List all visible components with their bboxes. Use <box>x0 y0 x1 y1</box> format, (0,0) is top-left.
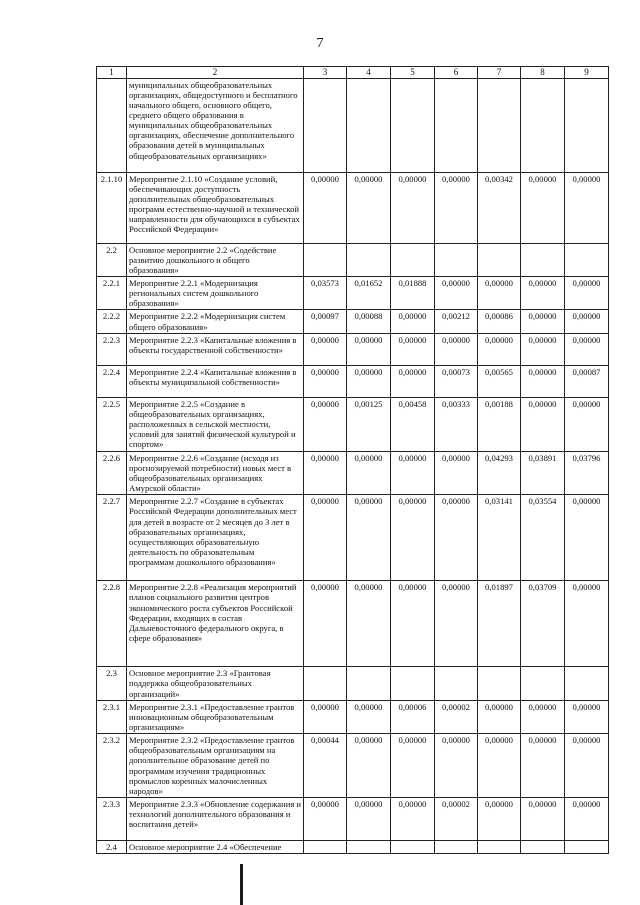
row-code: 2.2.7 <box>97 495 127 581</box>
row-code: 2.2.8 <box>97 581 127 667</box>
binding-mark <box>240 864 243 905</box>
column-header: 3 <box>304 67 347 79</box>
value-cell: 0,00000 <box>304 581 347 667</box>
column-header: 4 <box>347 67 391 79</box>
value-cell <box>478 243 521 276</box>
value-cell <box>565 78 609 172</box>
row-name: Мероприятие 2.1.10 «Создание условий, обеспечивающих доступность дополнительных общеобразовательных программ естественно-научной и технической направленности для обучающихся в субъектах Российской Федерации» <box>127 172 304 243</box>
table-row <box>97 365 609 397</box>
value-cell: 0,00458 <box>391 397 435 451</box>
value-cell: 0,00000 <box>347 798 391 841</box>
value-cell: 0,00000 <box>347 495 391 581</box>
row-code: 2.2.6 <box>97 451 127 495</box>
value-cell: 0,00000 <box>521 333 565 365</box>
value-cell: 0,00000 <box>565 277 609 310</box>
table-row <box>97 78 609 172</box>
value-cell <box>304 243 347 276</box>
value-cell: 0,00000 <box>565 333 609 365</box>
row-name: Мероприятие 2.2.4 «Капитальные вложения в объекты муниципальной собственности» <box>127 365 304 397</box>
table-row <box>97 700 609 733</box>
column-header: 6 <box>435 67 478 79</box>
value-cell: 0,00000 <box>391 365 435 397</box>
value-cell: 0,00087 <box>565 365 609 397</box>
value-cell: 0,01897 <box>478 581 521 667</box>
value-cell <box>347 243 391 276</box>
value-cell: 0,00000 <box>435 333 478 365</box>
value-cell: 0,00000 <box>391 581 435 667</box>
value-cell: 0,00000 <box>304 365 347 397</box>
value-cell: 0,00000 <box>391 172 435 243</box>
row-code: 2.3.2 <box>97 734 127 798</box>
value-cell: 0,03709 <box>521 581 565 667</box>
value-cell: 0,00000 <box>347 172 391 243</box>
value-cell: 0,04293 <box>478 451 521 495</box>
value-cell: 0,00097 <box>304 310 347 333</box>
value-cell: 0,00044 <box>304 734 347 798</box>
value-cell <box>304 841 347 854</box>
row-code <box>97 78 127 172</box>
value-cell: 0,00000 <box>347 734 391 798</box>
value-cell <box>521 841 565 854</box>
value-cell: 0,00000 <box>521 365 565 397</box>
row-name: Основное мероприятие 2.3 «Грантовая поддержка общеобразовательных организаций» <box>127 667 304 700</box>
value-cell: 0,00000 <box>391 734 435 798</box>
row-code: 2.4 <box>97 841 127 854</box>
value-cell <box>478 78 521 172</box>
value-cell <box>304 667 347 700</box>
value-cell: 0,01652 <box>347 277 391 310</box>
row-name: Мероприятие 2.3.1 «Предоставление грантов инновационным общеобразовательным организациям» <box>127 700 304 733</box>
value-cell: 0,00000 <box>391 333 435 365</box>
row-name: Основное мероприятие 2.2 «Содействие развитию дошкольного и общего образования» <box>127 243 304 276</box>
value-cell: 0,00000 <box>304 397 347 451</box>
value-cell: 0,00000 <box>347 451 391 495</box>
table-row <box>97 667 609 700</box>
row-name: Мероприятие 2.2.6 «Создание (исходя из прогнозируемой потребности) новых мест в общеобразовательных организациях Амурской области» <box>127 451 304 495</box>
value-cell: 0,00000 <box>521 172 565 243</box>
value-cell: 0,00342 <box>478 172 521 243</box>
table-row <box>97 333 609 365</box>
value-cell: 0,00002 <box>435 700 478 733</box>
row-code: 2.2.4 <box>97 365 127 397</box>
value-cell <box>565 841 609 854</box>
row-code: 2.2 <box>97 243 127 276</box>
row-name: Мероприятие 2.3.3 «Обновление содержания и технологий дополнительного образования и воспитания детей» <box>127 798 304 841</box>
value-cell <box>435 667 478 700</box>
value-cell <box>521 78 565 172</box>
value-cell: 0,00000 <box>565 581 609 667</box>
value-cell <box>478 667 521 700</box>
row-name: Мероприятие 2.2.3 «Капитальные вложения в объекты государственной собственности» <box>127 333 304 365</box>
value-cell: 0,00000 <box>521 798 565 841</box>
row-name: Основное мероприятие 2.4 «Обеспечение <box>127 841 304 854</box>
table-row <box>97 310 609 333</box>
value-cell: 0,00000 <box>565 397 609 451</box>
value-cell: 0,00000 <box>565 798 609 841</box>
table-row <box>97 495 609 581</box>
value-cell: 0,00002 <box>435 798 478 841</box>
value-cell: 0,00000 <box>304 333 347 365</box>
value-cell <box>347 841 391 854</box>
value-cell <box>435 841 478 854</box>
value-cell <box>304 78 347 172</box>
value-cell: 0,00000 <box>521 310 565 333</box>
value-cell: 0,00000 <box>565 495 609 581</box>
value-cell: 0,00000 <box>435 277 478 310</box>
value-cell <box>347 78 391 172</box>
row-code: 2.2.2 <box>97 310 127 333</box>
table-row <box>97 172 609 243</box>
value-cell: 0,00333 <box>435 397 478 451</box>
value-cell: 0,00000 <box>347 333 391 365</box>
value-cell <box>435 243 478 276</box>
value-cell: 0,00000 <box>304 700 347 733</box>
value-cell: 0,00000 <box>435 451 478 495</box>
value-cell: 0,03141 <box>478 495 521 581</box>
value-cell: 0,00000 <box>391 495 435 581</box>
column-header-row <box>97 67 609 79</box>
table-row <box>97 451 609 495</box>
table-row <box>97 581 609 667</box>
value-cell: 0,01888 <box>391 277 435 310</box>
value-cell: 0,00088 <box>347 310 391 333</box>
table-row <box>97 798 609 841</box>
row-code: 2.2.3 <box>97 333 127 365</box>
value-cell: 0,00212 <box>435 310 478 333</box>
page-number: 7 <box>316 36 324 51</box>
value-cell: 0,00000 <box>347 581 391 667</box>
value-cell: 0,00000 <box>478 734 521 798</box>
value-cell <box>391 243 435 276</box>
value-cell: 0,00000 <box>478 333 521 365</box>
value-cell: 0,00000 <box>435 581 478 667</box>
table-row <box>97 841 609 854</box>
value-cell: 0,00073 <box>435 365 478 397</box>
value-cell <box>565 243 609 276</box>
value-cell <box>478 841 521 854</box>
table-row <box>97 243 609 276</box>
column-header: 2 <box>127 67 304 79</box>
value-cell: 0,00188 <box>478 397 521 451</box>
value-cell <box>391 841 435 854</box>
value-cell <box>521 243 565 276</box>
value-cell: 0,00000 <box>565 310 609 333</box>
value-cell: 0,00086 <box>478 310 521 333</box>
value-cell: 0,00000 <box>521 397 565 451</box>
table-row <box>97 734 609 798</box>
row-code: 2.3 <box>97 667 127 700</box>
value-cell <box>391 78 435 172</box>
value-cell: 0,03554 <box>521 495 565 581</box>
indicator-table <box>96 66 609 854</box>
column-header: 8 <box>521 67 565 79</box>
value-cell: 0,00000 <box>565 700 609 733</box>
column-header: 9 <box>565 67 609 79</box>
value-cell: 0,03796 <box>565 451 609 495</box>
row-code: 2.2.5 <box>97 397 127 451</box>
value-cell: 0,00000 <box>478 277 521 310</box>
value-cell: 0,00000 <box>521 700 565 733</box>
row-code: 2.1.10 <box>97 172 127 243</box>
value-cell: 0,00000 <box>304 451 347 495</box>
row-name: Мероприятие 2.2.8 «Реализация мероприятий планов социального развития центров экономического роста субъектов Российской Федерации, входящих в состав Дальневосточного федерального округа, в сфере образования» <box>127 581 304 667</box>
column-header: 1 <box>97 67 127 79</box>
value-cell: 0,00125 <box>347 397 391 451</box>
row-name: Мероприятие 2.3.2 «Предоставление грантов общеобразовательным организациям на дополнительное образование детей по программам изучения традиционных промыслов коренных малочисленных народов» <box>127 734 304 798</box>
row-code: 2.3.1 <box>97 700 127 733</box>
column-header: 7 <box>478 67 521 79</box>
value-cell: 0,00000 <box>435 172 478 243</box>
row-name: Мероприятие 2.2.2 «Модернизация систем общего образования» <box>127 310 304 333</box>
value-cell: 0,00000 <box>435 495 478 581</box>
row-name: муниципальных общеобразовательных организациях, общедоступного и бесплатного начального общего, основного общего, среднего общего образования в муниципальных общеобразовательных организациях, обеспечение дополнительного образования детей в муниципальных общеобразовательных организациях» <box>127 78 304 172</box>
row-name: Мероприятие 2.2.1 «Модернизация региональных систем дошкольного образования» <box>127 277 304 310</box>
value-cell: 0,00000 <box>391 798 435 841</box>
column-header: 5 <box>391 67 435 79</box>
value-cell: 0,00000 <box>304 172 347 243</box>
value-cell: 0,00000 <box>435 734 478 798</box>
value-cell <box>347 667 391 700</box>
value-cell: 0,00000 <box>521 734 565 798</box>
value-cell: 0,00565 <box>478 365 521 397</box>
value-cell: 0,00000 <box>391 451 435 495</box>
value-cell: 0,00000 <box>565 734 609 798</box>
table-row <box>97 397 609 451</box>
value-cell: 0,03891 <box>521 451 565 495</box>
value-cell: 0,00000 <box>304 798 347 841</box>
row-code: 2.3.3 <box>97 798 127 841</box>
row-name: Мероприятие 2.2.5 «Создание в общеобразовательных организациях, расположенных в сельской местности, условий для занятий физической культурой и спортом» <box>127 397 304 451</box>
row-name: Мероприятие 2.2.7 «Создание в субъектах Российской Федерации дополнительных мест для детей в возрасте от 2 месяцев до 3 лет в образовательных организациях, осуществляющих образовательную деятельность по образовательным программам дошкольного образования» <box>127 495 304 581</box>
value-cell: 0,00000 <box>304 495 347 581</box>
value-cell: 0,03573 <box>304 277 347 310</box>
value-cell: 0,00000 <box>391 310 435 333</box>
value-cell: 0,00000 <box>565 172 609 243</box>
row-code: 2.2.1 <box>97 277 127 310</box>
value-cell: 0,00000 <box>347 700 391 733</box>
value-cell: 0,00000 <box>478 700 521 733</box>
value-cell: 0,00000 <box>347 365 391 397</box>
value-cell <box>521 667 565 700</box>
value-cell: 0,00000 <box>521 277 565 310</box>
table-row <box>97 277 609 310</box>
value-cell <box>565 667 609 700</box>
value-cell <box>391 667 435 700</box>
value-cell: 0,00006 <box>391 700 435 733</box>
value-cell: 0,00000 <box>478 798 521 841</box>
value-cell <box>435 78 478 172</box>
